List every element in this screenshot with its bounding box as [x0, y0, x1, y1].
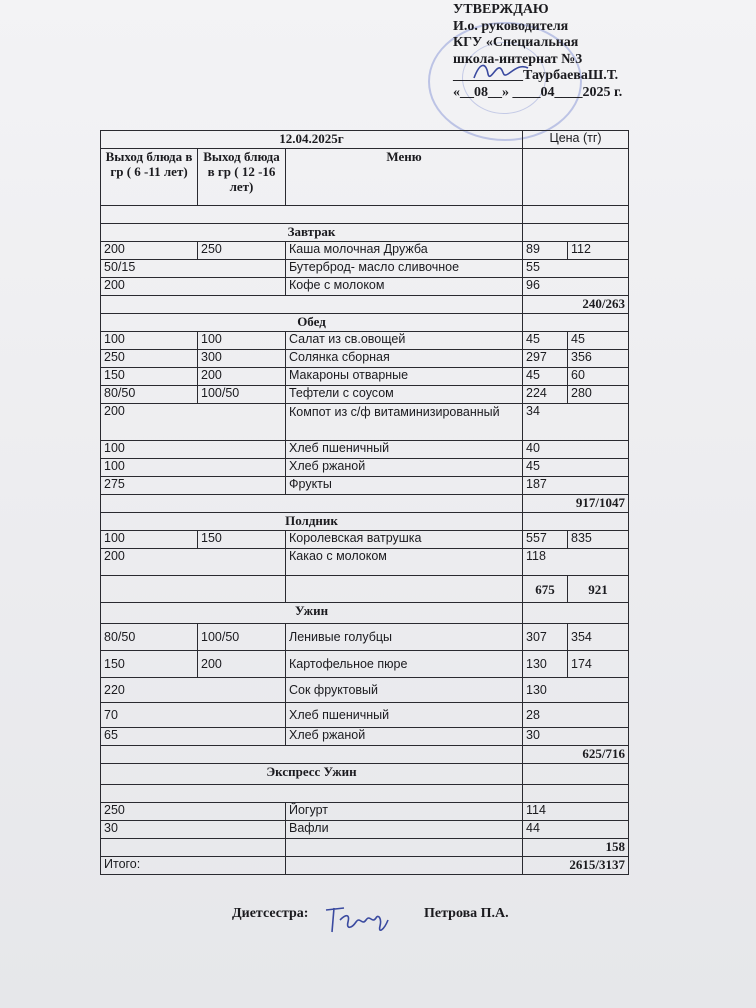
- weight-6-11: 80/50: [101, 386, 198, 404]
- weight-6-11: 50/15: [101, 260, 286, 278]
- section-title-dinner: Ужин: [101, 603, 523, 624]
- spacer-cell: [101, 206, 523, 224]
- price-header: Цена (тг): [523, 131, 629, 149]
- price-6-11: 28: [523, 703, 629, 728]
- weight-6-11: 200: [101, 242, 198, 260]
- table-row: [101, 459, 629, 477]
- section-total-snack-12-16: 921: [568, 576, 629, 603]
- dish-name: Какао с молоком: [286, 549, 523, 576]
- table-row: [101, 441, 629, 459]
- col-age-6-11-header: Выход блюда в гр ( 6 -11 лет): [101, 149, 198, 206]
- price-6-11: 307: [523, 624, 568, 651]
- weight-6-11: 150: [101, 368, 198, 386]
- weight-12-16: 100: [198, 332, 286, 350]
- table-row: [101, 549, 629, 576]
- approval-block: [453, 2, 753, 101]
- dish-name: Кофе с молоком: [286, 278, 523, 296]
- empty-cell: [101, 296, 523, 314]
- approval-title: УТВЕРЖДАЮ: [453, 2, 549, 17]
- dish-name: Бутерброд- масло сливочное: [286, 260, 523, 278]
- section-total-lunch: 917/1047: [523, 495, 629, 513]
- empty-cell: [286, 839, 523, 857]
- price-12-16: 835: [568, 531, 629, 549]
- price-6-11: 130: [523, 678, 629, 703]
- dish-name: Компот из с/ф витаминизированный: [286, 404, 523, 441]
- price-empty-cell: [523, 149, 629, 206]
- weight-6-11: 100: [101, 531, 198, 549]
- weight-6-11: 275: [101, 477, 286, 495]
- price-6-11: 224: [523, 386, 568, 404]
- price-12-16: 112: [568, 242, 629, 260]
- table-row: [101, 821, 629, 839]
- empty-cell: [101, 839, 286, 857]
- weight-6-11: 100: [101, 332, 198, 350]
- dish-name: Фрукты: [286, 477, 523, 495]
- dish-name: Макароны отварные: [286, 368, 523, 386]
- price-6-11: 297: [523, 350, 568, 368]
- table-row: [101, 785, 629, 803]
- grand-total: 2615/3137: [523, 857, 629, 875]
- dietitian-signature-icon: [322, 900, 392, 940]
- section-total-dinner: 625/716: [523, 746, 629, 764]
- price-6-11: 30: [523, 728, 629, 746]
- table-row: [101, 332, 629, 350]
- table-row: [101, 513, 629, 531]
- empty-cell: [523, 764, 629, 785]
- weight-12-16: 100/50: [198, 386, 286, 404]
- weight-6-11: 200: [101, 404, 286, 441]
- weight-6-11: 200: [101, 549, 286, 576]
- empty-cell: [523, 513, 629, 531]
- price-12-16: 174: [568, 651, 629, 678]
- weight-12-16: 150: [198, 531, 286, 549]
- weight-6-11: 220: [101, 678, 286, 703]
- empty-cell: [523, 224, 629, 242]
- price-6-11: 44: [523, 821, 629, 839]
- weight-6-11: 200: [101, 278, 286, 296]
- weight-6-11: 30: [101, 821, 286, 839]
- table-row: [101, 149, 629, 206]
- table-row: [101, 495, 629, 513]
- weight-6-11: 100: [101, 459, 286, 477]
- dietitian-label: Диетсестра:: [232, 906, 309, 921]
- approval-signer: __________ТаурбаеваШ.Т.: [453, 68, 619, 83]
- price-6-11: 557: [523, 531, 568, 549]
- table-row: [101, 206, 629, 224]
- table-row: [101, 678, 629, 703]
- weight-6-11: 250: [101, 350, 198, 368]
- dish-name: Королевская ватрушка: [286, 531, 523, 549]
- approval-date: «__08__» ____04____2025 г.: [453, 84, 623, 100]
- price-12-16: 356: [568, 350, 629, 368]
- section-title-lunch: Обед: [101, 314, 523, 332]
- table-row: [101, 477, 629, 495]
- table-row: [101, 296, 629, 314]
- spacer-cell: [523, 206, 629, 224]
- table-row: [101, 131, 629, 149]
- section-title-snack: Полдник: [101, 513, 523, 531]
- price-12-16: 354: [568, 624, 629, 651]
- table-row: [101, 242, 629, 260]
- price-12-16: 60: [568, 368, 629, 386]
- section-total-breakfast: 240/263: [523, 296, 629, 314]
- dish-name: Ленивые голубцы: [286, 624, 523, 651]
- table-row: [101, 703, 629, 728]
- empty-cell: [286, 857, 523, 875]
- table-row: [101, 224, 629, 242]
- empty-cell: [286, 576, 523, 603]
- weight-6-11: 150: [101, 651, 198, 678]
- dish-name: Хлеб пшеничный: [286, 703, 523, 728]
- menu-date: 12.04.2025г: [101, 131, 523, 149]
- empty-cell: [523, 314, 629, 332]
- weight-12-16: 100/50: [198, 624, 286, 651]
- table-row: [101, 386, 629, 404]
- empty-cell: [523, 603, 629, 624]
- table-row: [101, 531, 629, 549]
- price-6-11: 40: [523, 441, 629, 459]
- spacer-cell: [101, 785, 523, 803]
- table-row: [101, 576, 629, 603]
- approval-org-1: КГУ «Специальная: [453, 35, 579, 50]
- price-6-11: 45: [523, 332, 568, 350]
- table-row: [101, 260, 629, 278]
- menu-table: [100, 130, 629, 875]
- empty-cell: [101, 495, 523, 513]
- price-12-16: 45: [568, 332, 629, 350]
- price-6-11: 45: [523, 368, 568, 386]
- weight-12-16: 250: [198, 242, 286, 260]
- dish-name: Солянка сборная: [286, 350, 523, 368]
- price-6-11: 96: [523, 278, 629, 296]
- table-row: [101, 839, 629, 857]
- section-title-breakfast: Завтрак: [101, 224, 523, 242]
- weight-12-16: 300: [198, 350, 286, 368]
- price-12-16: 280: [568, 386, 629, 404]
- weight-6-11: 80/50: [101, 624, 198, 651]
- dish-name: Каша молочная Дружба: [286, 242, 523, 260]
- weight-12-16: 200: [198, 651, 286, 678]
- weight-6-11: 100: [101, 441, 286, 459]
- approval-position: И.о. руководителя: [453, 18, 569, 34]
- grand-total-label: Итого:: [101, 857, 286, 875]
- table-row: [101, 857, 629, 875]
- dish-name: Йогурт: [286, 803, 523, 821]
- price-6-11: 187: [523, 477, 629, 495]
- empty-cell: [101, 746, 523, 764]
- price-6-11: 89: [523, 242, 568, 260]
- table-row: [101, 278, 629, 296]
- price-6-11: 118: [523, 549, 629, 576]
- price-6-11: 45: [523, 459, 629, 477]
- col-age-12-16-header: Выход блюда в гр ( 12 -16 лет): [198, 149, 286, 206]
- price-6-11: 34: [523, 404, 629, 441]
- table-row: [101, 314, 629, 332]
- approval-signature-icon: [468, 56, 538, 86]
- section-total-express: 158: [523, 839, 629, 857]
- dish-name: Вафли: [286, 821, 523, 839]
- section-total-snack-6-11: 675: [523, 576, 568, 603]
- dish-name: Тефтели с соусом: [286, 386, 523, 404]
- spacer-cell: [523, 785, 629, 803]
- dietitian-name: Петрова П.А.: [424, 906, 509, 921]
- table-row: [101, 603, 629, 624]
- table-row: [101, 803, 629, 821]
- dish-name: Хлеб ржаной: [286, 459, 523, 477]
- table-row: [101, 368, 629, 386]
- table-row: [101, 728, 629, 746]
- dish-name: Хлеб пшеничный: [286, 441, 523, 459]
- weight-6-11: 65: [101, 728, 286, 746]
- table-row: [101, 651, 629, 678]
- price-6-11: 114: [523, 803, 629, 821]
- table-row: [101, 350, 629, 368]
- dish-name: Салат из св.овощей: [286, 332, 523, 350]
- dish-name: Картофельное пюре: [286, 651, 523, 678]
- table-row: [101, 746, 629, 764]
- price-6-11: 55: [523, 260, 629, 278]
- table-row: [101, 404, 629, 441]
- empty-cell: [101, 576, 286, 603]
- dish-name: Сок фруктовый: [286, 678, 523, 703]
- weight-6-11: 250: [101, 803, 286, 821]
- weight-12-16: 200: [198, 368, 286, 386]
- weight-6-11: 70: [101, 703, 286, 728]
- col-menu-header: Меню: [286, 149, 523, 206]
- dish-name: Хлеб ржаной: [286, 728, 523, 746]
- table-row: [101, 624, 629, 651]
- approval-org-2: школа-интернат №3: [453, 51, 583, 67]
- table-row: [101, 764, 629, 785]
- section-title-express-dinner: Экспресс Ужин: [101, 764, 523, 785]
- price-6-11: 130: [523, 651, 568, 678]
